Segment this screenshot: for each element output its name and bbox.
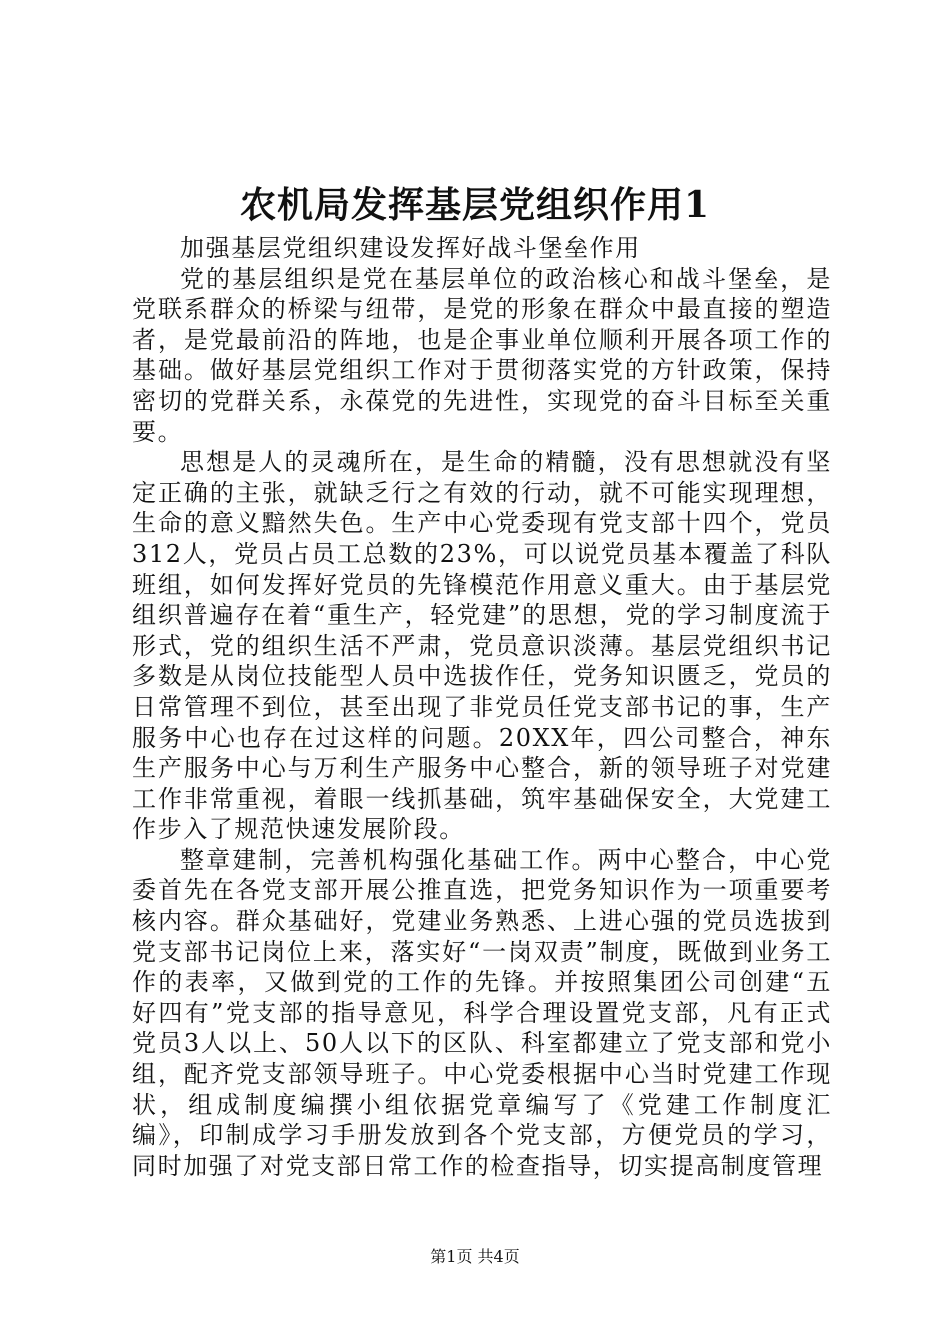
document-subtitle: 加强基层党组织建设发挥好战斗堡垒作用: [180, 234, 641, 262]
paragraph-1: 党的基层组织是党在基层单位的政治核心和战斗堡垒，是党联系群众的桥梁与纽带，是党的形象在群众中最直接的塑造者，是党最前沿的阵地，也是企事业单位顺利开展各项工作的基础。做好基层党组织工作对于贯彻落实党的方针政策，保持密切的党群关系，永葆党的先进性，实现党的奋斗目标至关重要。: [132, 264, 832, 446]
page-footer: 第1页 共4页: [430, 1247, 520, 1266]
paragraph-3: 整章建制，完善机构强化基础工作。两中心整合，中心党委首先在各党支部开展公推直选，把党务知识作为一项重要考核内容。群众基础好，党建业务熟悉、上进心强的党员选拔到党支部书记岗位上来，落实好“一岗双责”制度，既做到业务工作的表率，又做到党的工作的先锋。并按照集团公司创建“五好四有”党支部的指导意见，科学合理设置党支部，凡有正式党员3人以上、50人以下的区队、科室都建立了党支部和党小组，配齐党支部领导班子。中心党委根据中心当时党建工作现状，组成制度编撰小组依据党章编写了《党建工作制度汇编》，印制成学习手册发放到各个党支部，方便党员的学习，同时加强了对党支部日常工作的检查指导，切实提高制度管理: [132, 845, 832, 1180]
paragraph-2: 思想是人的灵魂所在，是生命的精髓，没有思想就没有坚定正确的主张，就缺乏行之有效的行动，就不可能实现理想，生命的意义黯然失色。生产中心党委现有党支部十四个，党员312人，党员占员工总数的23%，可以说党员基本覆盖了科队班组，如何发挥好党员的先锋模范作用意义重大。由于基层党组织普遍存在着“重生产，轻党建”的思想，党的学习制度流于形式，党的组织生活不严肃，党员意识淡薄。基层党组织书记多数是从岗位技能型人员中选拔作任，党务知识匮乏，党员的日常管理不到位，甚至出现了非党员任党支部书记的事，生产服务中心也存在过这样的问题。20XX年，四公司整合，神东生产服务中心与万利生产服务中心整合，新的领导班子对党建工作非常重视，着眼一线抓基础，筑牢基础保安全，大党建工作步入了规范快速发展阶段。: [132, 448, 832, 844]
document-body: [132, 233, 832, 1181]
document-title: 农机局发挥基层党组织作用1: [239, 184, 711, 226]
